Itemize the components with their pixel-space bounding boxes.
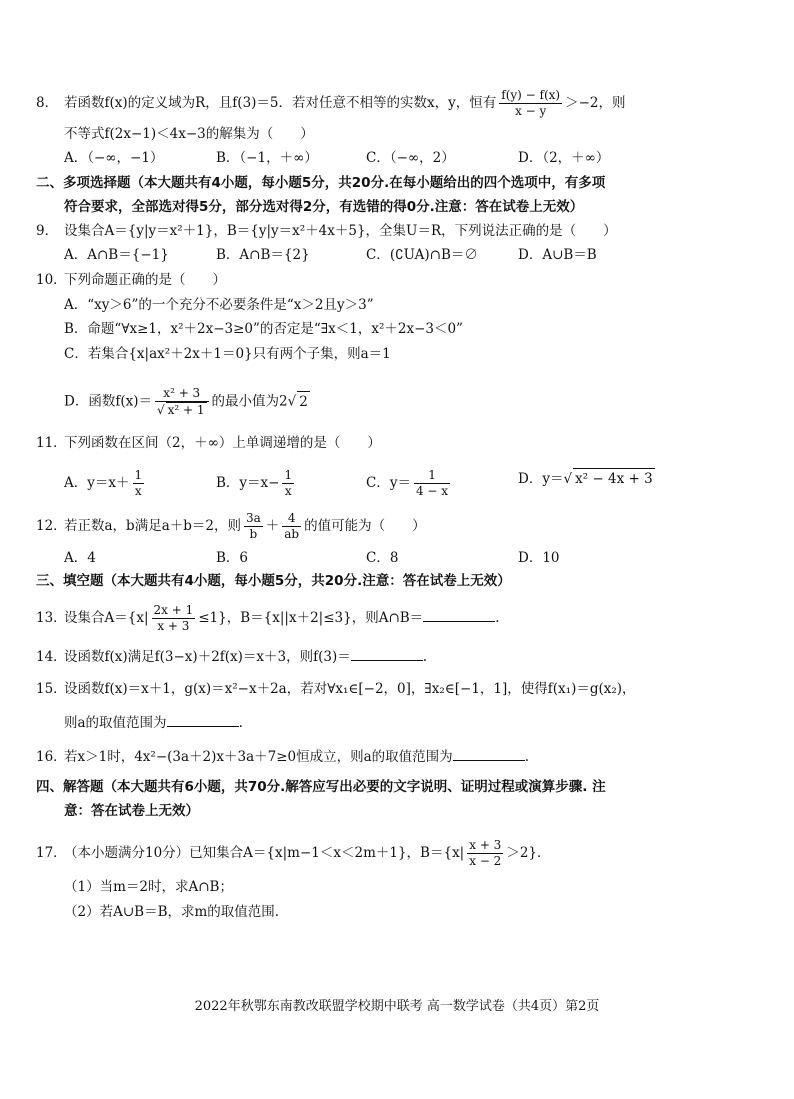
q11-b-pre: B．y＝x− — [216, 475, 280, 491]
q9-option-a: A．A∩B＝{−1} — [64, 247, 169, 263]
q8-frac-den: x − y — [515, 104, 547, 118]
q13-answer-blank[interactable] — [423, 607, 495, 622]
q10-line — [36, 270, 226, 290]
q11-b-fraction — [282, 468, 294, 499]
q15-number: 15． — [36, 681, 67, 697]
q14-number: 14． — [36, 649, 67, 665]
q10-stem: 下列命题正确的是（ ） — [64, 272, 226, 288]
q17-fraction — [467, 838, 503, 869]
q15-line1 — [36, 679, 636, 699]
q15-end: . — [238, 715, 243, 731]
q9-line — [36, 221, 617, 241]
q11-option-b — [216, 468, 297, 499]
q10-d-frac-den-radicand: x² + 1 — [167, 403, 205, 417]
q17-line — [36, 838, 551, 869]
q10-number: 10． — [36, 272, 67, 288]
q13-frac-num: 2x + 1 — [153, 603, 194, 617]
q15-stem-2: 则a的取值范围为 — [64, 715, 167, 731]
q13-frac-den: x + 3 — [157, 619, 190, 633]
q10-option-d: D．函数f(x)＝ $\frac{\text{x² + 3}}{\text{√ x² + 1}}$ 的最小值为2√ 2 — [64, 386, 308, 417]
q10-option-d-fraction — [155, 386, 209, 418]
q15-line2 — [64, 712, 243, 733]
q12-option-c: C．8 — [366, 550, 399, 566]
q17-frac-num: x + 3 — [469, 838, 502, 852]
q8-stem-1: 若函数f(x)的定义域为R，且f(3)＝5．若对任意不相等的实数x，y，恒有 — [64, 95, 497, 111]
q15-answer-blank[interactable] — [167, 712, 239, 727]
q8-option-a: A．（−∞，−1） — [64, 150, 164, 166]
q11-number: 11． — [36, 435, 67, 451]
q11-stem: 下列函数在区间（2，＋∞）上单调递增的是（ ） — [64, 435, 381, 451]
q12-stem-post: 的值可能为（ ） — [304, 518, 426, 534]
q11-option-c — [366, 468, 453, 499]
q17-part-1: （1）当m＝2时，求A∩B； — [64, 879, 233, 895]
q11-c-pre: C．y＝ — [366, 475, 411, 491]
q12-fraction-1 — [244, 511, 263, 542]
q14-stem: 设函数f(x)满足f(3−x)＋2f(x)＝x＋3，则f(3)＝ — [64, 649, 351, 665]
q9-option-d: D．A∪B＝B — [518, 247, 597, 263]
q17-number: 17． — [36, 845, 67, 861]
section3-heading: 三、填空题（本大题共有4小题，每小题5分，共20分.注意：答在试卷上无效） — [36, 573, 511, 589]
q11-c-fraction — [414, 468, 450, 499]
q11-a-pre: A．y＝x＋ — [64, 475, 130, 491]
q13-pre: 设集合A＝{x| — [64, 610, 149, 626]
q11-a-num: 1 — [134, 468, 143, 482]
q12-stem-pre: 若正数a，b满足a＋b＝2，则 — [64, 518, 241, 534]
q8-number: 8． — [36, 95, 59, 111]
q8-fraction — [499, 88, 562, 119]
q14-end: . — [422, 649, 428, 665]
q10-option-a: A．“xy＞6”的一个充分不必要条件是“x＞2且y＞3” — [64, 297, 374, 313]
q17-part-2: （2）若A∪B＝B，求m的取值范围. — [64, 904, 280, 920]
q8-frac-num: f(y) − f(x) — [501, 88, 561, 102]
section2-heading-line1: 二、多项选择题（本大题共有4小题，每小题5分，共20分.在每小题给出的四个选项中，有多项 — [36, 175, 606, 191]
q11-d-pre: D．y＝ — [518, 471, 564, 487]
q11-b-num: 1 — [284, 468, 293, 482]
q8-option-c: C．（−∞，2） — [366, 150, 455, 166]
q10-d-frac-den: √ x² + 1 — [156, 403, 205, 417]
q10-option-d-pre: D．函数f(x)＝ — [64, 393, 152, 410]
q8-option-b: B．（−1，＋∞） — [216, 150, 318, 166]
q11-c-num: 1 — [414, 468, 450, 484]
q13-line — [36, 603, 499, 634]
q15-stem-1: 设函数f(x)＝x＋1，g(x)＝x²−x＋2a，若对∀x₁∈[−2，0]，∃x₂∈[−1，1]，使得f(x₁)＝g(x₂)， — [64, 681, 636, 697]
q11-option-a — [64, 468, 147, 499]
q12-f2-num: 4 — [282, 511, 301, 527]
q14-line — [36, 646, 427, 667]
q17-pre: （本小题满分10分）已知集合A＝{x|m−1＜x＜2m＋1}，B＝{x| — [64, 845, 465, 861]
q16-end: . — [524, 749, 529, 765]
q11-d-sqrt: x² − 4x + 3 — [573, 468, 655, 489]
q10-option-c: C．若集合{x|ax²＋2x＋1＝0}只有两个子集，则a＝1 — [64, 346, 391, 362]
q14-answer-blank[interactable] — [351, 646, 423, 661]
q16-stem: 若x＞1时，4x²−(3a＋2)x＋3a＋7≥0恒成立，则a的取值范围为 — [64, 749, 453, 765]
q11-c-den: 4 − x — [415, 484, 449, 498]
q11-option-d: D．y＝√ x² − 4x + 3 — [518, 468, 655, 489]
q8-line1 — [36, 88, 626, 119]
q10-d-frac-num: x² + 3 — [155, 386, 209, 402]
q12-f2-den: ab — [284, 527, 300, 541]
q12-fraction-2 — [282, 511, 301, 542]
q9-option-b: B．A∩B＝{2} — [216, 247, 310, 263]
q9-number: 9． — [36, 223, 59, 239]
section4-heading-line2: 意：答在试卷上无效） — [64, 803, 199, 819]
q13-number: 13． — [36, 610, 67, 626]
q11-line — [36, 433, 381, 453]
q17-frac-den: x − 2 — [469, 854, 502, 868]
q16-line — [36, 746, 529, 767]
q12-option-d: D．10 — [518, 550, 560, 566]
page-footer: 2022年秋鄂东南教改联盟学校期中联考 高一数学试卷（共4页）第2页 — [194, 999, 600, 1014]
q12-f1-num: 3a — [245, 511, 261, 525]
q12-plus: ＋ — [265, 518, 280, 534]
q8-option-d: D．（2，＋∞） — [518, 150, 610, 166]
q12-option-a: A．4 — [64, 550, 96, 566]
q16-number: 16． — [36, 749, 67, 765]
section4-heading-line1: 四、解答题（本大题共有6小题，共70分.解答应写出必要的文字说明、证明过程或演算步骤. 注 — [36, 779, 606, 795]
q17-post: ＞2}． — [506, 845, 551, 861]
q13-end: . — [495, 610, 500, 626]
q11-b-den: x — [284, 484, 292, 498]
q12-option-b: B．6 — [216, 550, 249, 566]
q9-option-c: C．(∁UA)∩B＝∅ — [366, 247, 478, 263]
q12-f1-den: b — [249, 527, 258, 541]
q10-option-d-post: 的最小值为2 — [211, 393, 288, 410]
q12-line — [36, 511, 426, 542]
q13-fraction — [152, 603, 196, 634]
q9-stem: 设集合A＝{y|y＝x²＋1}，B＝{y|y＝x²＋4x＋5}，全集U＝R，下列说法正确的是（ ） — [64, 223, 617, 239]
q8-stem-2: 不等式f(2x−1)＜4x−3的解集为（ ） — [64, 126, 314, 142]
q11-a-fraction — [133, 468, 145, 499]
q10-option-b: B．命题“∀x≥1，x²＋2x−3≥0”的否定是“∃x＜1，x²＋2x−3＜0” — [64, 321, 463, 337]
q10-option-d-sqrt: 2 — [297, 391, 310, 412]
q8-stem-1b: ＞−2，则 — [565, 95, 626, 111]
section2-heading-line2: 符合要求，全部选对得5分，部分选对得2分，有选错的得0分.注意：答在试卷上无效） — [64, 199, 584, 215]
q13-post: ≤1}，B＝{x||x＋2|≤3}，则A∩B＝ — [198, 610, 424, 626]
q16-answer-blank[interactable] — [453, 746, 525, 761]
q11-a-den: x — [134, 484, 142, 498]
q12-number: 12． — [36, 518, 67, 534]
